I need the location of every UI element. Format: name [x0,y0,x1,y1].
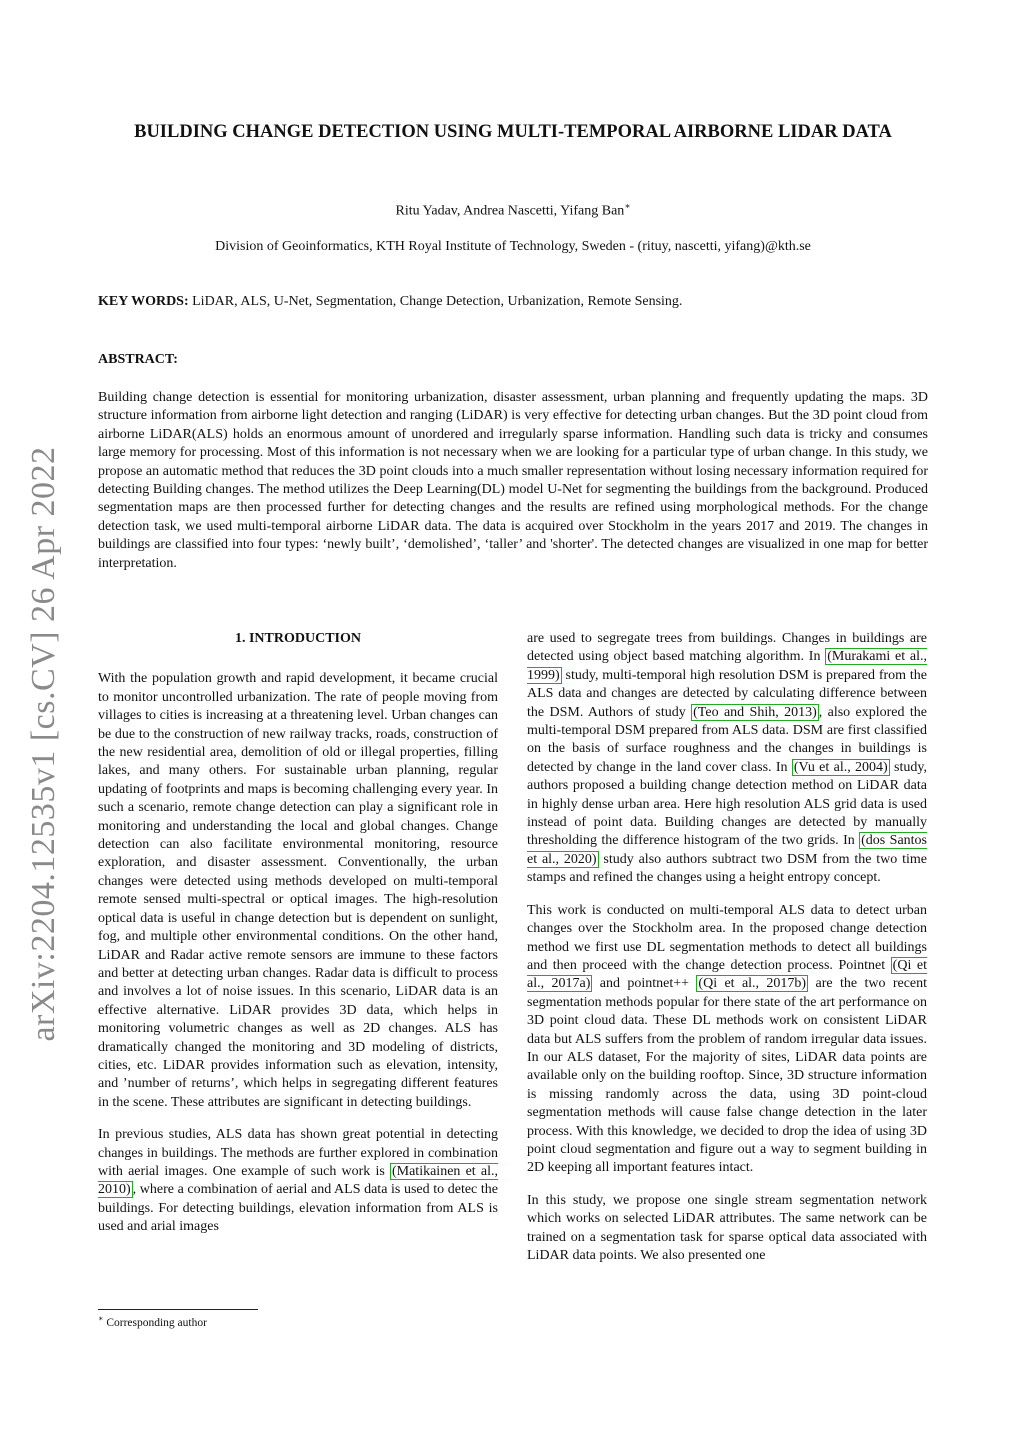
text-run: study also authors subtract two DSM from the two time stamps and refined the changes using a height entropy concept. [527,851,927,886]
citation-link[interactable]: (Qi et al., 2017a) [527,957,927,992]
citation-link[interactable]: (Vu et al., 2004) [793,759,888,775]
paper-title: BUILDING CHANGE DETECTION USING MULTI-TEMPORAL AIRBORNE LIDAR DATA [134,122,892,142]
keywords [98,294,928,310]
right-column [527,630,927,1279]
citation-link[interactable]: (Teo and Shih, 2013) [693,704,817,720]
text-run: are the two recent segmentation methods popular for there state of the art performance on 3D point cloud data. These DL methods work on consistent LiDAR data but ALS suffers from the problem of random irregular data issues. In our ALS dataset, For the majority of sites, LiDAR data points are available only on the building rooftop. Since, 3D structure information is missing randomly across the data, using 3D point-cloud segmentation methods will cause false change detection in the later process. With this knowledge, we decided to drop the idea of using 3D point cloud segmentation and figure out a way to segment building in 2D keeping all important features intact. [527,976,928,1176]
intro-paragraph-1: With the population growth and rapid development, it became crucial to monitor uncontrolled urbanization. The rate of people moving from villages to cities is increasing at a threatening level. Urban changes can be due to the construction of new railway tracks, roads, construction of the new residential area, demolition of old or illegal properties, filling lakes, and many others. For sustainable urban planning, regular updating of footprints and maps is becoming challenging every year. In such a scenario, remote change detection can play a significant role in monitoring and understanding the local and global changes. Change detection can also facilitate environmental monitoring, resource exploration, and disaster assessment. Conventionally, the urban changes were detected using methods developed on multi-temporal remote sensed multi-spectral or optical images. The high-resolution optical data is useful in change detection but is dependent on sunlight, fog, and multiple other environmental conditions. On the other hand, LiDAR and Radar active remote sensors are immune to these factors and better at detecting urban changes. Radar data is difficult to process and involves a lot of noise issues. In this scenario, LiDAR data is an effective alternative. LiDAR provides 3D data, which helps in monitoring volumetric changes as well as 2D changes. ALS has dramatically changed the monitoring and 3D modeling of districts, cities, etc. LiDAR provides information such as elevation, intensity, and ’number of returns’, which helps in segregating different features in the scene. These attributes are significant in detecting buildings. [98,671,498,1110]
footnote [98,1314,207,1329]
text-run: This work is conducted on multi-temporal ALS data to detect urban changes over the Stockholm area. In the proposed change detection method we first use DL segmentation methods to detect all buildings and then proceed with the change detection process. Pointnet [527,902,927,973]
citation-link[interactable]: (Matikainen et al., 2010) [98,1163,498,1198]
intro-paragraph-5: In this study, we propose one single stream segmentation network which works on selected LiDAR attributes. The same network can be trained on a segmentation task for sparse optical data associated with LiDAR data points. We also presented one [527,1192,927,1263]
text-run: In previous studies, ALS data has shown great potential in detecting changes in buildings. The methods are further explored in combination with aerial images. One example of such work is [98,1127,498,1179]
arxiv-identifier: arXiv:2204.12535v1 [cs.CV] 26 Apr 2022 [25,446,62,1042]
footnote-rule [98,1309,258,1310]
left-column [98,630,498,1251]
abstract-heading: ABSTRACT: [98,352,178,367]
text-run: , where a combination of aerial and ALS data is used to detec the buildings. For detecting buildings, elevation information from ALS is used and arial images [98,1182,498,1235]
text-run: are used to segregate trees from buildings. Changes in buildings are detected using object based matching algorithm. In [527,631,927,665]
citation-link[interactable]: (dos Santos et al., 2020) [527,833,927,867]
intro-paragraph-2 [98,1126,498,1236]
footnote-mark: ∗ [98,1314,104,1323]
affiliation: Division of Geoinformatics, KTH Royal Institute of Technology, Sweden - (rituy, nascetti, yifang)@kth.se [215,239,811,254]
intro-paragraph-3 [527,630,927,888]
text-run: study, authors proposed a building change detection method on LiDAR data in highly dense urban area. Here high resolution ALS grid data is used instead of point data. Building changes are detected by manually thresholding the difference histogram of the two grids. In [527,759,927,849]
footnote-text: Corresponding author [106,1316,207,1329]
author-list [98,201,928,220]
section-heading-introduction: 1. INTRODUCTION [234,631,361,646]
citation-link[interactable]: (Murakami et al., 1999) [527,649,928,683]
authors-text: Ritu Yadav, Andrea Nascetti, Yifang Ban [395,203,625,219]
corresponding-mark: ∗ [624,201,631,211]
text-run: , also explored the multi-temporal DSM prepared from ALS data. DSM are first classified on the basis of surface roughness and the changes in buildings is detected by change in the land cover class. In [527,704,927,775]
keywords-text: LiDAR, ALS, U-Net, Segmentation, Change Detection, Urbanization, Remote Sensing. [188,294,683,309]
citation-link[interactable]: (Qi et al., 2017b) [698,976,807,992]
intro-paragraph-4 [527,902,927,1178]
abstract-text: Building change detection is essential for monitoring urbanization, disaster assessment, urban planning and frequently updating the maps. 3D structure information from airborne light detection and ranging (LiDAR) is very effective for detecting urban changes. But the 3D point cloud from airborne LiDAR(ALS) holds an enormous amount of unordered and irregularly sparse information. Handling such data is tricky and consumes large memory for processing. Most of this information is not necessary when we are looking for a particular type of urban change. In this study, we propose an automatic method that reduces the 3D point clouds into a much smaller representation without losing necessary information required for detecting Building changes. The method utilizes the Deep Learning(DL) model U-Net for segmenting the buildings from the background. Produced segmentation maps are then processed further for detecting changes and the results are refined using morphological methods. For the change detection task, we used multi-temporal airborne LiDAR data. The data is acquired over Stockholm in the years 2017 and 2019. The changes in buildings are classified into four types: ‘newly built’, ‘demolished’, ‘taller’ and 'shorter'. The detected changes are visualized in one map for better interpretation. [98,390,928,571]
text-run: and pointnet++ [592,976,697,992]
text-run: study, multi-temporal high resolution DSM is prepared from the ALS data and changes are detected by calculating difference between the DSM. Authors of study [527,667,927,720]
keywords-label: KEY WORDS: [98,294,189,309]
